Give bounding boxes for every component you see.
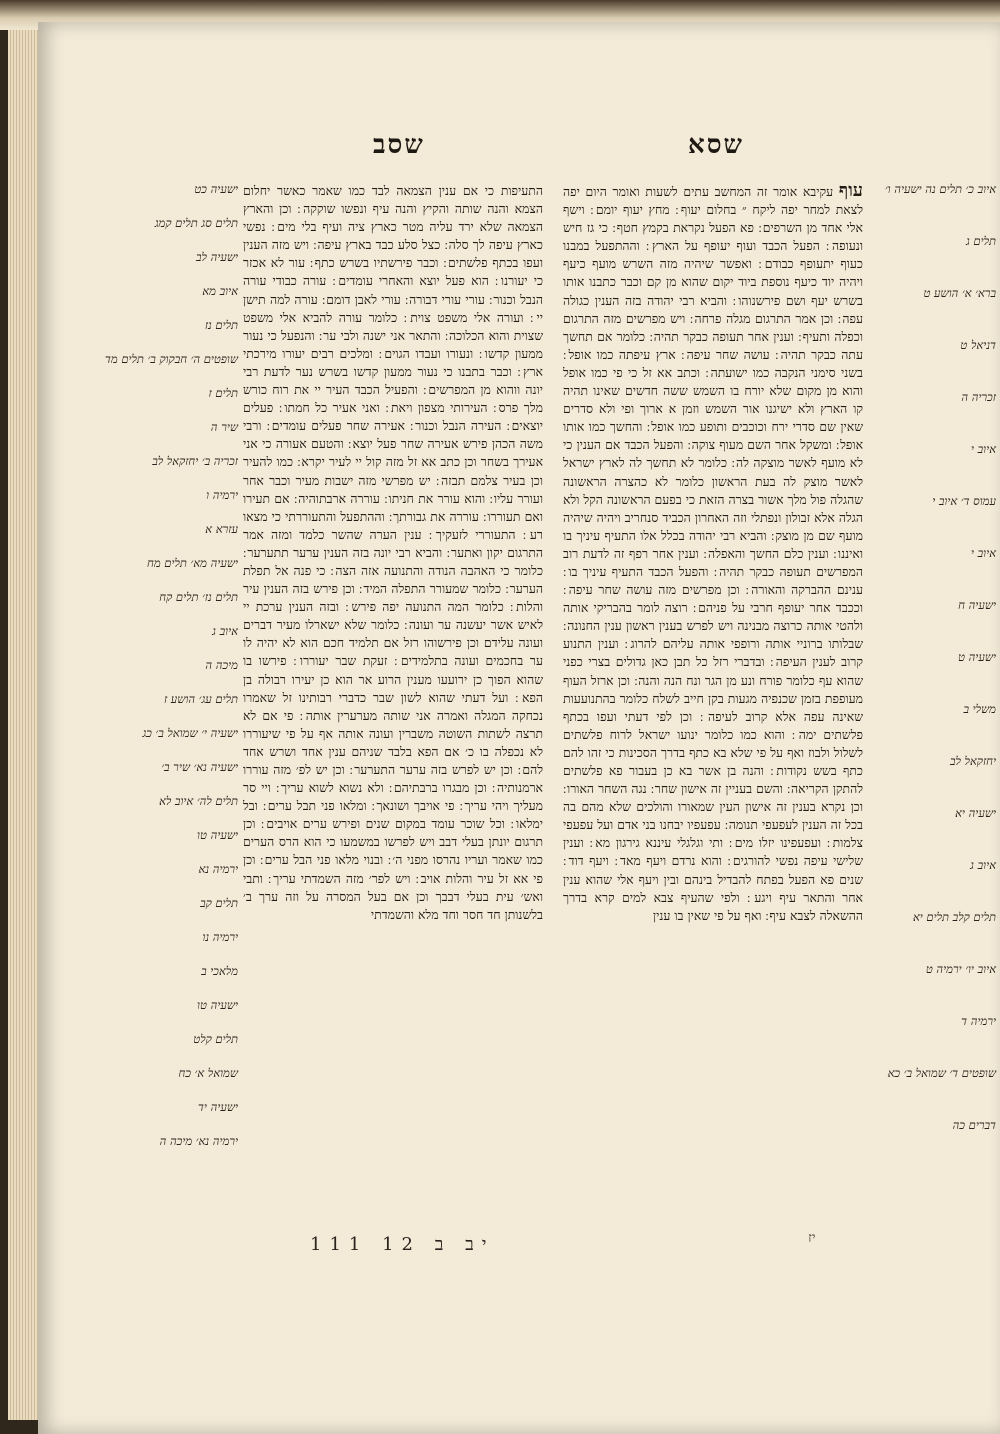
margin-reference: דברים כה (952, 1118, 996, 1132)
margin-reference: ישעיה טו (197, 828, 238, 842)
margin-reference: שמואל א׳ כח (178, 1066, 238, 1080)
margin-reference: תלים קלט (193, 1032, 238, 1046)
margin-reference: עזרא א (205, 522, 238, 536)
margin-reference: ישעיה ח (958, 598, 996, 612)
headword: עוף (838, 182, 863, 201)
margin-reference: עמוס ד׳ איוב י (932, 494, 996, 508)
margin-reference: ישעיה מא׳ תלים מח (147, 556, 238, 570)
margin-reference: זכריה ה (961, 390, 996, 404)
margin-reference: איוב ג (970, 858, 996, 872)
margin-reference: שיר ה (210, 420, 238, 434)
margin-reference: איוב יו׳ ירמיה ט (925, 962, 996, 976)
book-page (38, 22, 1000, 1434)
margin-reference: יחזקאל לב (949, 754, 996, 768)
margin-reference: ירמיה ו (206, 488, 238, 502)
margin-reference: ירמיה נא (198, 862, 238, 876)
margin-reference: זכריה ב׳ יחזקאל לב (152, 454, 238, 468)
margin-reference: ישעיה טו (197, 998, 238, 1012)
margin-reference: ישעיה לב (196, 250, 238, 264)
margin-reference: ירמיה ד (961, 1014, 996, 1028)
margin-reference: איוב י (970, 442, 996, 456)
margin-reference: תלים קב (200, 896, 238, 910)
margin-reference: איוב מא (202, 284, 238, 298)
margin-reference: תלים ג (965, 234, 996, 248)
margin-reference: ישעיה יד (197, 1100, 238, 1114)
text-column-right (563, 182, 863, 1082)
margin-reference: ישעיה י׳ שמואל ב׳ כג (142, 726, 238, 740)
margin-reference: ברא׳ א׳ הושע ט (923, 286, 996, 300)
margin-reference: ישעיה יא (955, 806, 996, 820)
margin-reference: ישעיה כט (194, 182, 238, 196)
margin-reference: תלים עג׳ הושע ז (163, 692, 238, 706)
margin-reference: איוב ג (212, 624, 238, 638)
running-head-left: שסב (373, 130, 425, 160)
margin-reference: תלים נז (204, 318, 238, 332)
printer-signature: יב ב 12 111 (310, 1234, 495, 1255)
margin-reference: איוב כ׳ תלים נה ישעיה ו׳ (884, 182, 996, 196)
margin-reference: ירמיה נא׳ מיכה ה (159, 1134, 238, 1148)
margin-reference: מלאכי ב (201, 964, 238, 978)
margin-reference: שופטים ד׳ שמואל ב׳ כא (887, 1066, 996, 1080)
margin-notes-right (878, 182, 996, 1192)
margin-reference: תלים סג תלים קמג (154, 216, 238, 230)
margin-reference: תלים קלב תלים יא (912, 910, 996, 924)
margin-reference: דניאל ט (960, 338, 996, 352)
margin-reference: ירמיה נו (202, 930, 238, 944)
margin-reference: משלי ב (963, 702, 996, 716)
margin-reference: מיכה ה (205, 658, 238, 672)
margin-reference: תלים לה׳ איוב לא (158, 794, 238, 808)
margin-reference: תלים ז (208, 386, 238, 400)
column-text: התעיפות כי אם ענין הצמאה לבד כמו שאמר כאשר יחלום הצמא והנה שותה והקיץ והנה עיף ונפשו שוקקה ׃ וכן והארץ הצמאה שלא ירד עליה מטר כארץ ציה ועיף בלי מים ׃ נפשי כארץ עיפה לך סלה ׃ כצל סלע כבד בארץ עיפה ׃ ויש מזה הענין ועפו בכתף פלשתים ׃ וכבר פירשתיו בשרש כתף ׃ עור לא אכזר כי יעורנו ׃ הוא פעל יוצא והאחרי עומדים ׃ עורה כבודי עורה הנבל וכנור ׃ עורי עורי דבורה ׃ עורי לאבן דומם ׃ עורה למה תישן יי ׃ ועורה אלי משפט צוית ׃ כלומר עורה להביא אלי משפט שצוית והוא הכלוכה ׃ והתאר אני ישנה ולבי ער ׃ והנפעל כי נעור ממעון קדשו ׃ ונעורו ועבדו הגוים ׃ ומלכים רבים יעורו מירכתי ארץ ׃ וכבר בתבנו כי נעור ממעון קדשו בשרש נער לדעת רבי יונה ווהוא מן המפרשים ׃ והפעיל הכבד העיר יי את רוח כורש מלך פרס ׃ העירותי מצפון ויאת ׃ ואני אעיר כל חמתו ׃ פעלים יוצאים ׃ העירה הנבל וכנור ׃ אעירה שחר פעלים עומדים ׃ ורבי משה הכהן פירש אעירה שחר פעל יוצא ׃ והטעם אעורה כי אני אעירך בשחר וכן כתב אא זל מזה קול יי לעיר יקרא ׃ כמו להעיר וכן בעיר צלמם תבזה ׃ יש מפרשי מזה ישבות מעיר וכבר אחר ועורר עליו ׃ והוא עורר את חניתו ׃ עוררה ארבתוהיה ׃ אם תעירו ואם תעוררו ׃ עוררה את גבורתך ׃ וההתפעל והתעוררתי כי מצאו רע ׃ התעוררי לזעקיך ׃ ענין הערה שהשר כלמד ומזה אמר התרגום יקון ואתער ׃ והביא רבי יונה בזה הענין ערער תתערער ׃ כלומר כי האהבה הנודה והתנועה אזה הצה ׃ כי פנה אל תפלת הערער ׃ כלומר שמעורר התפלה המיד ׃ וכן פירש בזה הענין עיר והלות ׃ כלומר המה התנועה יפה פירש ׃ ובזה הענין ערכת יי לאיש אשר יעשנה ער ועונה ׃ כלומר שלא ישארלו מעיר דברים ועונה עלידם וכן פירשוהו רזל אם תלמיד חכם הוא לא יהיה לו ער בחכמים ועונה בתלמידים ׃ זעקת שבר יעוררו ׃ פירשו בו שהוא הפוך כן ירועעו מענין הרוע אר הוא כן יעירו רבולה בן הפא ׃ ועל דעתי שהוא לשון שבר כדברי רבותינו זל שאמרו נכחקה המגלה ואמרה אני שותה מערערין אותה ׃ פי אם לא תרצה לשתות השוטה משברין ועונה אותה אף על פי שיעוררו לא נכפלה בו כ׳ אם הפא בלבד שניהם ענין אחד ושרש אחד להם ׃ וכן יש לפרש בזה ערער התערער ׃ וכן יש לפ׳ מזה עוררו ארמנותיה ׃ וכן מבגרו ברבתיהם ׃ ולא נשוא לשוא עריך ׃ ויי סר מעליך ויהי עריך ׃ פי אויבך ושונאך ׃ ומלאו פני תבל ערים ׃ ובל ימלאו ׃ וכל שוכר עומד במקום שנים ופירש ערים אויבים ׃ וכן תרגום יונתן בעלי דבב ויש לפרשו במשמעו כי הוא הרס הערים כמו שאמר ועריו נהרסו מפני ה׳ ׃ ובנוי מלאו פני הבל ערים ׃ וכן פי אא זל עיר והלות אויב ׃ ויש לפר׳ מזה השמדתי עריך ׃ ותבי ואש׳ עית בעלי דבבך וכן אם בעל המסרה על וזה ערך ב׳ בלשנותן חד חסר וחד מלא והשמדתי (243, 183, 543, 922)
margin-notes-left (104, 182, 238, 1192)
running-head-right: שסא (688, 130, 744, 160)
margin-reference: ישעיה ט (957, 650, 996, 664)
margin-reference: איוב י (970, 546, 996, 560)
page-edges (8, 30, 42, 1420)
text-column-left (243, 182, 543, 1082)
margin-reference: ישעיה נא׳ שיר ב׳ (161, 760, 238, 774)
column-text: עקיבא אומר זה המחשב עתים לשעות ואומר היום יפה לצאת למחר יפה ליקח ״ בחלום יעוף ׃ מחץ יעוף יומם ׃ וישף אלי אחד מן השרפים ׃ פא הפעל נקראת בקמץ חטף ׃ כי גז חיש ונעופה ׃ הפעל הכבד ועוף יעופף על הארץ ׃ וההתפעל במבנו כעוף יתעופף כבודם ׃ ואפשר שיהיה מזה השרש מועף כיעף ויהיה יוד כיעף נוספת ביוד יקום שהוא מן קם וכבר כתבנו אותו בשרש יעף ושם פירשנוהו ׃ והביא רבי יהודה בזה הענין כגולה עפה ׃ וכן אמר התרגום מגלה פרחה ׃ ויש מפרשים מזה התרגום וכפלה ותעיף ׃ וענין אחר תעופה כבקר תהיה ׃ כלומר אם תחשך עתה כבקר תהיה ׃ עושה שחר עיפה ׃ ארץ עיפתה כמו אופל ׃ בשני סימני הנקבה כמו ישועתה ׃ וכתב אא זל כי פי כמו אופל והוא מן מקום שלא יורח בו השמש ששה חדשים שאינו תהיה קו הארץ ולא ישיגנו אור השמש וזמן א ארוך ופי ולא סדרים שאין שם סדרי ירח וכוכבים ותופע כמו אופל ׃ והחשך כמו אותו אופל ׃ ומשקל אחר השם מעוף צוקה ׃ והפעל הכבד אם הענין כי לא מועף לאשר מוצקה לה ׃ כלומר לא תחשך לה לארץ ישראל לאשר מוצק לה בעת הראשון כלומר לא כהצרה הראשונה שהגלה פול מלך אשור בצרה הזאת כי בפעם הראשונה הקל ולא הגלה אלא זבולון ונפתלי וזה האחרון הכביד סנחריב ויהיה שיהיה מועף שם מן מוצק ׃ והביא רבי יהודה בכלל אלו התעיף עיניך בו ואיננו ׃ וענין כלם החשך והאפלה ׃ וענין אחר רפף זה לדעת רוב המפרשים תעופה כבקר תהיה ׃ והפעל הכבד התעיף עיניך בו ׃ ענינם ההברקה והאורה ׃ וכן מפרשים מזה עושה שחר עיפה ׃ וככבד אחר יעופף חרבי על פניהם ׃ רוצה לומר בהבריקי אותה ולהטי אותה כרוצה מבנינה ויש לפרש בענין ראשון ענין החנונה ׃ שבלותו ברוניי אותה ורופפי אותה עליהם להרוג ׃ וענין התנוע קרוב לענין העיפה ׃ ובדברי רזל כל תבן כאן גדולים בצרי כפני שהוא עף כלומר פורח ונע מן הגר ונח הנה והנה ׃ וכן ארזל העוף מעופפת בזמן שכנפיה מגעות בקן חייב לשלח כלומר בהתנועעות שאינה עפה אלא קרוב לעיפה ׃ וכן לפי דעתי ועפו בכתף פלשתים ימה ׃ והוא כמו כלומר ינועו ישראל לרוח פלשתים לשלול ולבוז ואף על פי שלא בא כתף בדרך הסכינות כי זהו להם כתף בשש נקודות ׃ והנה בן אשר בא כן בעבור פא פלשתים להתקן הקריאה ׃ והשם בעניין זה אישון שחר ׃ נגה השחר האורו ׃ וכן נקרא בענין זה אישון העין שמאורו והולכים שלא מהם בה בכל זה הענין לעפעפי תנומה ׃ עפעפיו יבחנו בני אדם ועל עפעפי צלמות ׃ ועפעפינו יזלו מים ׃ ותי וגלגלי עיננא גירגון מא ׃ וענין שלישי עיפה נפשי להורגים ׃ והוא נרדם ויעף מאד ׃ ויעף דוד ׃ שנים פא הפעל בפתח להבדיל בינהם ובין ויעף אלי שהוא ענין אחר והתאר עיף ויגע ׃ ולפי שהעיף צבא למים קרא בדרך ההשאלה לצבא עיף ׃ ואף על פי שאין בו ענין (563, 184, 863, 923)
margin-reference: שופטים ה׳ חבקוק ב׳ תלים מד (104, 352, 238, 366)
margin-reference: תלים נז׳ תלים קח (159, 590, 238, 604)
catchword: יז (808, 1230, 816, 1246)
